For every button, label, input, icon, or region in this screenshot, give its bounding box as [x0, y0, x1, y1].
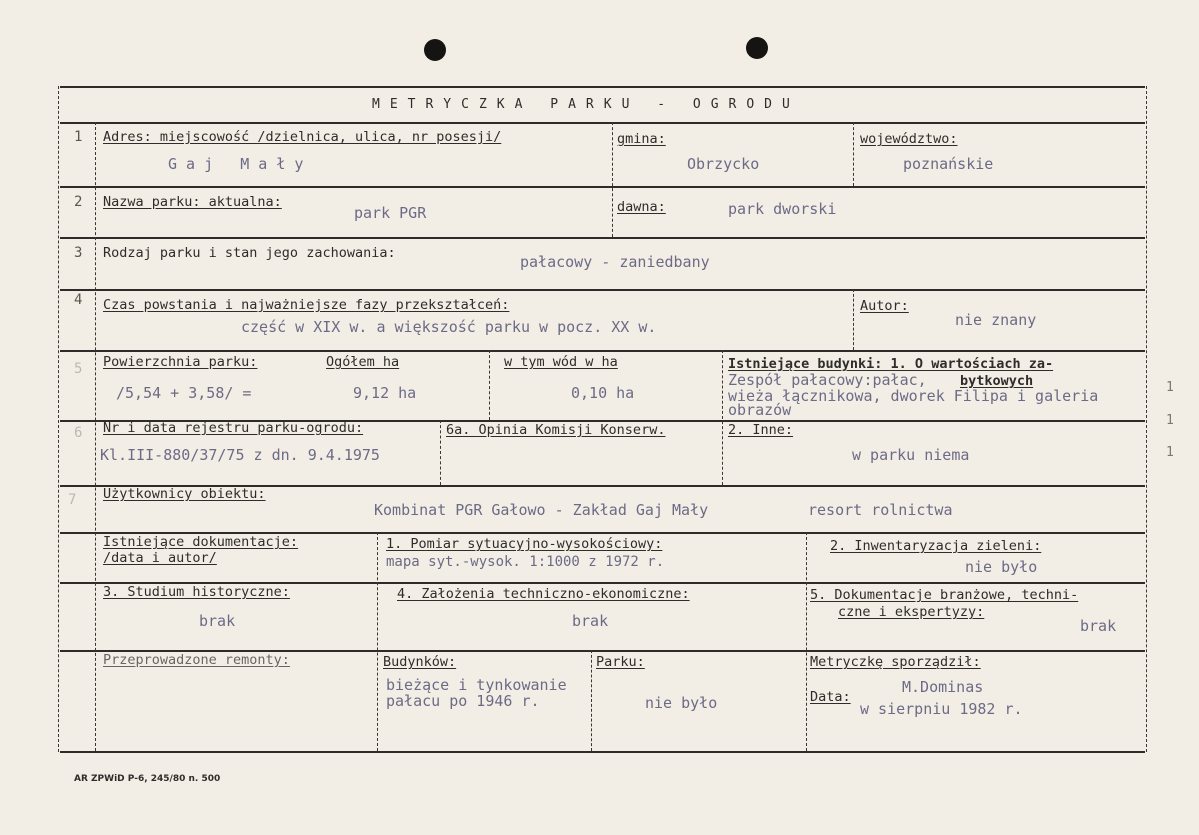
- park-renovation-label: Parku:: [596, 654, 645, 670]
- buildings-renovation-label: Budynków:: [383, 654, 457, 670]
- buildings-renovation-value-1: bieżące i tynkowanie: [386, 676, 567, 694]
- rule: [60, 122, 1145, 124]
- row-number: 3: [74, 245, 83, 261]
- row-number: 7: [68, 492, 77, 508]
- rule: [60, 289, 1145, 291]
- author-label: Autor:: [860, 298, 909, 314]
- printer-footer: AR ZPWiD P-6, 245/80 n. 500: [74, 774, 221, 784]
- tech-econ-label: 4. Założenia techniczno-ekonomiczne:: [397, 586, 690, 602]
- tech-econ-value: brak: [572, 612, 609, 630]
- border-right: [1146, 86, 1147, 752]
- buildings-renovation-value-2: pałacu po 1946 r.: [386, 692, 540, 710]
- other-label: 2. Inne:: [728, 422, 794, 438]
- register-value: Kl.III-880/37/75 z dn. 9.4.1975: [100, 446, 380, 464]
- row-number: 1: [74, 129, 83, 145]
- former-name-label: dawna:: [617, 199, 666, 215]
- buildings-value-line3: obrazów: [728, 401, 792, 419]
- address-value: G a j M a ł y: [168, 155, 304, 173]
- author-value: nie znany: [955, 311, 1037, 329]
- opinion-label: 6a. Opinia Komisji Konserw.: [446, 422, 666, 438]
- park-name-value: park PGR: [354, 204, 427, 222]
- gmina-value: Obrzycko: [687, 155, 760, 173]
- divider: [591, 650, 592, 751]
- divider: [489, 350, 490, 420]
- documents-label: Istniejące dokumentacje:: [103, 534, 299, 550]
- users-value-2: resort rolnictwa: [808, 501, 953, 519]
- prepared-by-label: Metryczkę sporządził:: [810, 654, 981, 670]
- row-number: 2: [74, 194, 83, 210]
- users-value: Kombinat PGR Gałowo - Zakład Gaj Mały: [374, 501, 709, 519]
- row-number: 6: [74, 425, 83, 441]
- other-value: w parku niema: [852, 446, 970, 464]
- prepared-by-value: M.Dominas: [902, 678, 984, 696]
- inventory-value: nie było: [965, 558, 1038, 576]
- area-formula: /5,54 + 3,58/ =: [116, 384, 252, 402]
- form-title: METRYCZKA PARKU - OGRODU: [372, 97, 800, 112]
- park-name-label: Nazwa parku: aktualna:: [103, 194, 282, 210]
- rule: [60, 237, 1145, 239]
- area-label: Powierzchnia parku:: [103, 354, 258, 370]
- side-mark: 1: [1166, 380, 1174, 395]
- row-number: 4: [74, 292, 83, 308]
- area-total-value: 9,12 ha: [353, 384, 417, 402]
- park-type-label: Rodzaj parku i stan jego zachowania:: [103, 245, 396, 261]
- rule: [60, 350, 1145, 352]
- rule: [60, 186, 1145, 188]
- register-label: Nr i data rejestru parku-ogrodu:: [103, 420, 364, 436]
- punch-hole-right: [746, 37, 768, 59]
- divider: [806, 532, 807, 751]
- former-name-value: park dworski: [728, 200, 837, 218]
- divider: [853, 122, 854, 186]
- documents-sublabel: /data i autor/: [103, 550, 217, 566]
- rule-bottom: [60, 751, 1145, 753]
- industry-docs-label: 5. Dokumentacje branżowe, techni-: [810, 587, 1079, 603]
- side-mark: 1: [1166, 445, 1174, 460]
- park-type-value: pałacowy - zaniedbany: [520, 253, 710, 271]
- divider: [612, 122, 613, 237]
- border-left: [58, 86, 59, 752]
- industry-docs-label-cont: czne i ekspertyzy:: [838, 604, 985, 620]
- survey-label: 1. Pomiar sytuacyjno-wysokościowy:: [386, 536, 663, 552]
- number-column-divider: [95, 122, 96, 751]
- wojewodztwo-value: poznańskie: [903, 155, 994, 173]
- park-renovation-value: nie było: [645, 694, 718, 712]
- divider: [440, 420, 441, 485]
- survey-value: mapa syt.-wysok. 1:1000 z 1972 r.: [386, 554, 665, 570]
- date-label: Data:: [810, 689, 851, 705]
- address-label: Adres: miejscowość /dzielnica, ulica, nr posesji/: [103, 129, 502, 145]
- historical-study-label: 3. Studium historyczne:: [103, 584, 290, 600]
- historical-study-value: brak: [199, 612, 236, 630]
- industry-docs-value: brak: [1080, 617, 1117, 635]
- divider: [853, 289, 854, 350]
- rule-top: [60, 86, 1145, 88]
- divider: [377, 532, 378, 751]
- history-value: część w XIX w. a większość parku w pocz. XX w.: [241, 318, 657, 336]
- divider: [722, 350, 723, 485]
- gmina-label: gmina:: [617, 131, 666, 147]
- water-value: 0,10 ha: [571, 384, 635, 402]
- area-total-label: Ogółem ha: [326, 354, 400, 370]
- wojewodztwo-label: województwo:: [860, 131, 958, 147]
- buildings-label-cont: bytkowych: [960, 373, 1034, 389]
- water-label: w tym wód w ha: [504, 354, 618, 370]
- buildings-label: Istniejące budynki: 1. O wartościach za-: [728, 356, 1054, 372]
- date-value: w sierpniu 1982 r.: [860, 700, 1023, 718]
- punch-hole-left: [424, 39, 446, 61]
- side-mark: 1: [1166, 413, 1174, 428]
- buildings-value-line1: Zespół pałacowy:pałac,: [728, 371, 927, 389]
- users-label: Użytkownicy obiektu:: [103, 486, 266, 502]
- renovations-label: Przeprowadzone remonty:: [103, 652, 290, 668]
- history-label: Czas powstania i najważniejsze fazy przekształceń:: [103, 297, 510, 313]
- buildings-value-line2: wieża łącznikowa, dworek Filipa i galeria: [728, 387, 1099, 405]
- inventory-label: 2. Inwentaryzacja zieleni:: [830, 538, 1042, 554]
- row-number: 5: [74, 361, 83, 377]
